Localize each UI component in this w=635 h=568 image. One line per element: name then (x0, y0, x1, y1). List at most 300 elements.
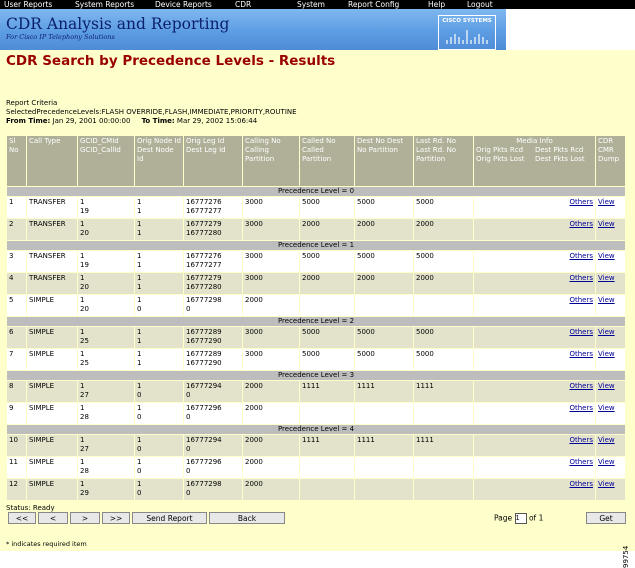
cell-dest-node: 0 (137, 466, 142, 475)
cell-orig-leg: 16777289 (186, 350, 222, 358)
cell-gcid-cmid: 1 (80, 328, 85, 336)
selected-levels: SelectedPrecedenceLevels:FLASH OVERRIDE,FLASH,IMMEDIATE,PRIORITY,ROUTINE (6, 108, 297, 116)
precedence-level-label: Precedence Level = 0 (7, 187, 626, 197)
cisco-logo (438, 15, 496, 50)
cell-sl-no: 2 (7, 219, 27, 241)
cell-node-id (135, 273, 184, 295)
cell-dest-leg: 16777290 (186, 358, 222, 367)
cell-call-type: SIMPLE (27, 381, 78, 403)
cell-orig-node: 1 (137, 296, 142, 304)
cell-sl-no: 11 (7, 457, 27, 479)
cell-cdr-dump (596, 403, 626, 425)
cell-orig-node: 1 (137, 198, 142, 206)
others-link[interactable]: Others (569, 382, 593, 390)
cell-gcid-cmid: 1 (80, 458, 85, 466)
page-count: of 1 (528, 513, 544, 523)
cell-last-rd: 2000 (414, 273, 474, 295)
next-page-button[interactable]: > (70, 512, 100, 524)
table-row (7, 197, 626, 219)
cell-called: 2000 (300, 273, 355, 295)
cell-calling: 3000 (243, 327, 300, 349)
cell-gcid-callid: 27 (80, 390, 89, 399)
first-page-button[interactable]: << (8, 512, 36, 524)
cell-gcid (78, 457, 135, 479)
table-body (7, 187, 626, 501)
cell-called: 5000 (300, 251, 355, 273)
cell-media-info (474, 251, 596, 273)
cell-dest-leg: 0 (186, 444, 191, 453)
cell-gcid-callid: 25 (80, 358, 89, 367)
cell-dest-leg: 0 (186, 412, 191, 421)
cell-gcid-cmid: 1 (80, 382, 85, 390)
cell-sl-no: 12 (7, 479, 27, 501)
view-link[interactable]: View (598, 274, 615, 282)
cell-cdr-dump (596, 479, 626, 501)
cell-called: 5000 (300, 327, 355, 349)
cell-dest: 5000 (355, 327, 414, 349)
menu-item-system[interactable]: System (297, 0, 325, 9)
cell-orig-leg: 16777298 (186, 480, 222, 488)
view-link[interactable]: View (598, 296, 615, 304)
cell-orig-node: 1 (137, 480, 142, 488)
cell-calling: 2000 (243, 435, 300, 457)
precedence-level-label: Precedence Level = 1 (7, 241, 626, 251)
cell-gcid (78, 435, 135, 457)
cell-dest: 2000 (355, 273, 414, 295)
cell-media-info (474, 349, 596, 371)
view-link[interactable]: View (598, 328, 615, 336)
top-menu-bar (0, 0, 635, 9)
back-button[interactable]: Back (209, 512, 285, 524)
cell-cdr-dump (596, 219, 626, 241)
media-dest-lost: Dest Pkts Lost (535, 155, 585, 163)
cell-gcid-cmid: 1 (80, 198, 85, 206)
figure-number: 99754 (622, 545, 630, 568)
precedence-level-label: Precedence Level = 4 (7, 425, 626, 435)
results-page (0, 50, 635, 568)
cell-orig-leg: 16777294 (186, 382, 222, 390)
cell-gcid-cmid: 1 (80, 220, 85, 228)
cell-dest-node: 0 (137, 390, 142, 399)
menu-item-logout[interactable]: Logout (467, 0, 493, 9)
precedence-level-row (7, 371, 626, 381)
cell-dest-node: 1 (137, 206, 142, 215)
cell-gcid (78, 219, 135, 241)
cell-cdr-dump (596, 295, 626, 317)
view-link[interactable]: View (598, 220, 615, 228)
cell-cdr-dump (596, 381, 626, 403)
cell-dest-node: 0 (137, 304, 142, 313)
cell-leg-id (184, 403, 243, 425)
cell-dest-leg: 16777277 (186, 206, 222, 215)
cell-dest: 5000 (355, 251, 414, 273)
cell-leg-id (184, 295, 243, 317)
cell-calling: 2000 (243, 295, 300, 317)
cell-cdr-dump (596, 273, 626, 295)
precedence-level-row (7, 425, 626, 435)
cell-gcid (78, 403, 135, 425)
precedence-level-label: Precedence Level = 3 (7, 371, 626, 381)
cell-node-id (135, 327, 184, 349)
cell-media-info (474, 479, 596, 501)
media-orig-lost: Orig Pkts Lost (476, 155, 525, 163)
table-row (7, 403, 626, 425)
view-link[interactable]: View (598, 458, 615, 466)
page-title: CDR Search by Precedence Levels - Results (6, 53, 336, 69)
cell-dest: 1111 (355, 435, 414, 457)
from-time-value: Jan 29, 2001 00:00:00 (52, 117, 131, 125)
media-info-title: Media Info (516, 137, 553, 145)
cell-orig-node: 1 (137, 436, 142, 444)
cell-last-rd: 5000 (414, 197, 474, 219)
cell-dest-leg: 16777290 (186, 336, 222, 345)
cell-dest-node: 0 (137, 412, 142, 421)
cell-node-id (135, 219, 184, 241)
cell-leg-id (184, 219, 243, 241)
pagination (494, 513, 543, 524)
last-page-button[interactable]: >> (102, 512, 130, 524)
app-title: CDR Analysis and Reporting (6, 15, 230, 33)
results-table (6, 135, 626, 501)
media-orig-rcd: Orig Pkts Rcd (476, 146, 524, 154)
cell-gcid-callid: 28 (80, 466, 89, 475)
cell-cdr-dump (596, 435, 626, 457)
cell-calling: 3000 (243, 197, 300, 219)
cell-last-rd (414, 457, 474, 479)
cell-call-type: SIMPLE (27, 295, 78, 317)
cell-cdr-dump (596, 349, 626, 371)
table-row (7, 219, 626, 241)
cell-leg-id (184, 197, 243, 219)
cell-gcid-cmid: 1 (80, 252, 85, 260)
cell-last-rd: 2000 (414, 219, 474, 241)
menu-item-device-reports[interactable]: Device Reports (155, 0, 212, 9)
cell-gcid-cmid: 1 (80, 480, 85, 488)
cell-orig-node: 1 (137, 274, 142, 282)
cell-gcid-callid: 19 (80, 260, 89, 269)
menu-item-cdr[interactable]: CDR (235, 0, 252, 9)
others-link[interactable]: Others (569, 252, 593, 260)
cell-call-type: TRANSFER (27, 219, 78, 241)
cell-node-id (135, 403, 184, 425)
cell-called (300, 403, 355, 425)
cell-dest: 5000 (355, 197, 414, 219)
cell-gcid (78, 327, 135, 349)
cell-sl-no: 10 (7, 435, 27, 457)
cell-media-info (474, 197, 596, 219)
cell-call-type: SIMPLE (27, 403, 78, 425)
cell-calling: 3000 (243, 349, 300, 371)
cell-sl-no: 4 (7, 273, 27, 295)
send-report-button[interactable]: Send Report (132, 512, 207, 524)
cell-gcid (78, 295, 135, 317)
cell-leg-id (184, 327, 243, 349)
cell-dest: 1111 (355, 381, 414, 403)
others-link[interactable]: Others (569, 436, 593, 444)
cell-dest-node: 1 (137, 260, 142, 269)
col-media-info (474, 136, 596, 187)
cell-dest-node: 1 (137, 358, 142, 367)
col-calling: Calling No Calling Partition (243, 136, 300, 187)
cell-gcid-callid: 28 (80, 412, 89, 421)
cell-dest (355, 295, 414, 317)
cell-node-id (135, 381, 184, 403)
cell-called: 5000 (300, 349, 355, 371)
cell-last-rd (414, 295, 474, 317)
cell-sl-no: 9 (7, 403, 27, 425)
cell-media-info (474, 457, 596, 479)
cell-orig-node: 1 (137, 220, 142, 228)
cell-gcid-cmid: 1 (80, 350, 85, 358)
col-last-rd: Last Rd. No Last Rd. No Partition (414, 136, 474, 187)
others-link[interactable]: Others (569, 480, 593, 488)
cell-gcid-callid: 29 (80, 488, 89, 497)
table-row (7, 327, 626, 349)
col-dest: Dest No Dest No Partition (355, 136, 414, 187)
cell-sl-no: 1 (7, 197, 27, 219)
view-link[interactable]: View (598, 252, 615, 260)
cell-called (300, 295, 355, 317)
others-link[interactable]: Others (569, 274, 593, 282)
cell-media-info (474, 403, 596, 425)
col-sl-no: Sl No (7, 136, 27, 187)
cell-call-type: TRANSFER (27, 251, 78, 273)
cell-gcid-cmid: 1 (80, 296, 85, 304)
cell-last-rd: 1111 (414, 381, 474, 403)
cell-call-type: SIMPLE (27, 457, 78, 479)
cell-dest: 5000 (355, 349, 414, 371)
cell-gcid (78, 251, 135, 273)
others-link[interactable]: Others (569, 296, 593, 304)
cisco-bridge-icon (445, 26, 489, 46)
cell-last-rd (414, 403, 474, 425)
cell-gcid-cmid: 1 (80, 436, 85, 444)
cell-sl-no: 7 (7, 349, 27, 371)
cell-gcid-callid: 20 (80, 304, 89, 313)
cell-gcid-cmid: 1 (80, 274, 85, 282)
page-number-input[interactable] (515, 513, 527, 524)
cell-gcid (78, 197, 135, 219)
cell-media-info (474, 295, 596, 317)
cell-leg-id (184, 251, 243, 273)
cell-calling: 2000 (243, 457, 300, 479)
view-link[interactable]: View (598, 480, 615, 488)
cell-orig-leg: 16777276 (186, 252, 222, 260)
cell-dest-leg: 16777280 (186, 228, 222, 237)
status-text: Status: Ready (6, 504, 55, 512)
prev-page-button[interactable]: < (38, 512, 68, 524)
cell-orig-leg: 16777289 (186, 328, 222, 336)
cell-dest-leg: 0 (186, 390, 191, 399)
cell-dest-leg: 16777280 (186, 282, 222, 291)
cell-cdr-dump (596, 457, 626, 479)
view-link[interactable]: View (598, 198, 615, 206)
app-banner (0, 9, 506, 50)
cell-dest-leg: 0 (186, 488, 191, 497)
cell-node-id (135, 251, 184, 273)
others-link[interactable]: Others (569, 404, 593, 412)
cell-orig-leg: 16777294 (186, 436, 222, 444)
cell-cdr-dump (596, 251, 626, 273)
table-header-row (7, 136, 626, 187)
cell-orig-leg: 16777296 (186, 404, 222, 412)
view-link[interactable]: View (598, 382, 615, 390)
cell-sl-no: 3 (7, 251, 27, 273)
cell-gcid-callid: 20 (80, 228, 89, 237)
cell-last-rd: 5000 (414, 327, 474, 349)
to-time-value: Mar 29, 2002 15:06:44 (176, 117, 258, 125)
cell-called: 2000 (300, 219, 355, 241)
cell-orig-node: 1 (137, 252, 142, 260)
cell-node-id (135, 197, 184, 219)
required-footnote: * indicates required item (6, 540, 87, 548)
table-row (7, 457, 626, 479)
cell-last-rd: 5000 (414, 349, 474, 371)
precedence-level-row (7, 241, 626, 251)
cell-leg-id (184, 273, 243, 295)
table-row (7, 479, 626, 501)
cell-dest: 2000 (355, 219, 414, 241)
logo-text: CISCO SYSTEMS (442, 18, 492, 24)
to-time-label: To Time: (141, 117, 175, 125)
cell-leg-id (184, 479, 243, 501)
cell-call-type: SIMPLE (27, 349, 78, 371)
cell-dest (355, 403, 414, 425)
cell-media-info (474, 435, 596, 457)
cell-dest-node: 1 (137, 282, 142, 291)
cell-gcid-callid: 27 (80, 444, 89, 453)
precedence-level-row (7, 187, 626, 197)
menu-item-help[interactable]: Help (428, 0, 446, 9)
others-link[interactable]: Others (569, 458, 593, 466)
others-link[interactable]: Others (569, 220, 593, 228)
cell-call-type: SIMPLE (27, 327, 78, 349)
menu-item-system-reports[interactable]: System Reports (75, 0, 135, 9)
cell-calling: 3000 (243, 219, 300, 241)
cell-gcid (78, 349, 135, 371)
cell-dest-node: 0 (137, 488, 142, 497)
cell-called (300, 457, 355, 479)
cell-media-info (474, 381, 596, 403)
col-node-id: Orig Node Id Dest Node Id (135, 136, 184, 187)
col-call-type: Call Type (27, 136, 78, 187)
from-time-label: From Time: (6, 117, 51, 125)
cell-call-type: TRANSFER (27, 273, 78, 295)
precedence-level-label: Precedence Level = 2 (7, 317, 626, 327)
cell-gcid (78, 273, 135, 295)
cell-leg-id (184, 435, 243, 457)
cell-gcid (78, 381, 135, 403)
cell-gcid-callid: 19 (80, 206, 89, 215)
cell-dest-leg: 0 (186, 304, 191, 313)
cell-leg-id (184, 457, 243, 479)
cell-dest-node: 1 (137, 336, 142, 345)
cell-orig-node: 1 (137, 382, 142, 390)
cell-node-id (135, 349, 184, 371)
media-dest-rcd: Dest Pkts Rcd (535, 146, 584, 154)
cell-last-rd: 5000 (414, 251, 474, 273)
cell-gcid (78, 479, 135, 501)
app-subtitle: For Cisco IP Telephony Solutions (6, 33, 115, 41)
cell-orig-node: 1 (137, 350, 142, 358)
cell-dest (355, 479, 414, 501)
table-row (7, 435, 626, 457)
menu-item-report-config[interactable]: Report Config (348, 0, 400, 9)
cell-call-type: SIMPLE (27, 435, 78, 457)
cell-calling: 2000 (243, 479, 300, 501)
col-called: Called No Called Partition (300, 136, 355, 187)
cell-orig-node: 1 (137, 458, 142, 466)
cell-node-id (135, 295, 184, 317)
table-row (7, 295, 626, 317)
table-row (7, 381, 626, 403)
cell-gcid-cmid: 1 (80, 404, 85, 412)
cell-gcid-callid: 20 (80, 282, 89, 291)
menu-item-user-reports[interactable]: User Reports (4, 0, 53, 9)
cell-node-id (135, 479, 184, 501)
cell-call-type: SIMPLE (27, 479, 78, 501)
col-cdr-dump: CDR CMR Dump (596, 136, 626, 187)
cell-orig-leg: 16777279 (186, 220, 222, 228)
cell-orig-leg: 16777279 (186, 274, 222, 282)
cell-leg-id (184, 349, 243, 371)
get-button[interactable]: Get (586, 512, 626, 524)
cell-calling: 3000 (243, 251, 300, 273)
others-link[interactable]: Others (569, 198, 593, 206)
cell-dest-leg: 0 (186, 466, 191, 475)
cell-node-id (135, 457, 184, 479)
cell-called: 1111 (300, 435, 355, 457)
cell-orig-node: 1 (137, 328, 142, 336)
cell-sl-no: 5 (7, 295, 27, 317)
cell-orig-leg: 16777276 (186, 198, 222, 206)
time-range (6, 117, 257, 125)
cell-dest (355, 457, 414, 479)
cell-called: 1111 (300, 381, 355, 403)
view-link[interactable]: View (598, 404, 615, 412)
cell-media-info (474, 273, 596, 295)
cell-dest-node: 1 (137, 228, 142, 237)
cell-orig-node: 1 (137, 404, 142, 412)
col-leg-id: Orig Leg Id Dest Leg Id (184, 136, 243, 187)
cell-cdr-dump (596, 327, 626, 349)
table-row (7, 273, 626, 295)
cell-calling: 2000 (243, 381, 300, 403)
cell-calling: 2000 (243, 403, 300, 425)
cell-sl-no: 8 (7, 381, 27, 403)
others-link[interactable]: Others (569, 350, 593, 358)
cell-cdr-dump (596, 197, 626, 219)
cell-orig-leg: 16777296 (186, 458, 222, 466)
cell-call-type: TRANSFER (27, 197, 78, 219)
cell-node-id (135, 435, 184, 457)
cell-called: 5000 (300, 197, 355, 219)
page-label: Page (494, 513, 513, 523)
cell-media-info (474, 327, 596, 349)
view-link[interactable]: View (598, 350, 615, 358)
cell-last-rd (414, 479, 474, 501)
cell-media-info (474, 219, 596, 241)
cell-gcid-callid: 25 (80, 336, 89, 345)
cell-called (300, 479, 355, 501)
others-link[interactable]: Others (569, 328, 593, 336)
view-link[interactable]: View (598, 436, 615, 444)
cell-calling: 3000 (243, 273, 300, 295)
col-gcid: GCID_CMId GCID_CallId (78, 136, 135, 187)
cell-last-rd: 1111 (414, 435, 474, 457)
report-criteria-label: Report Criteria (6, 99, 58, 107)
cell-dest-leg: 16777277 (186, 260, 222, 269)
